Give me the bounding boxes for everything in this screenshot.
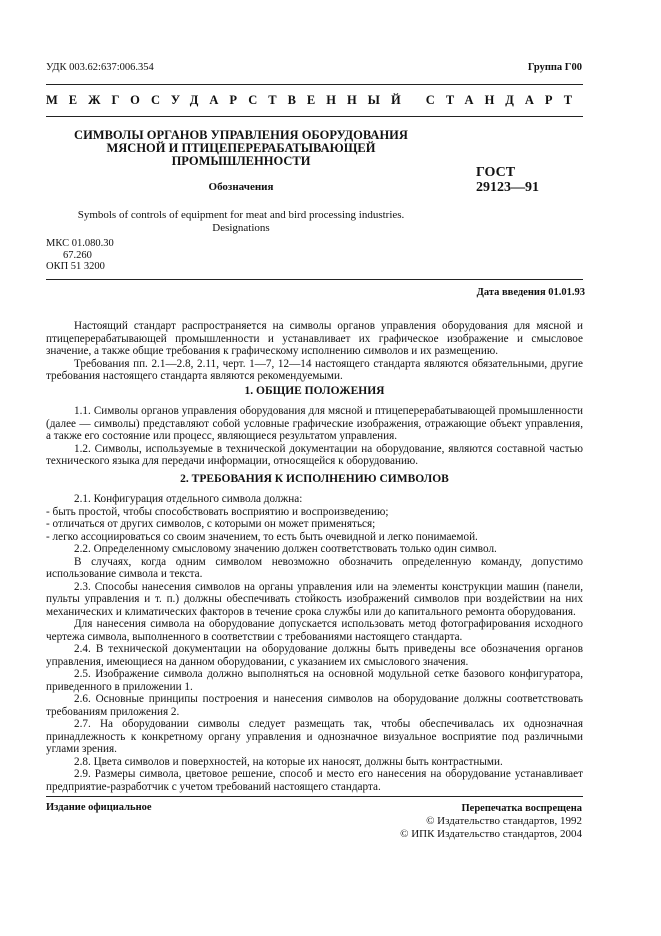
section-paragraph: 2.6. Основные принципы построения и нанесения символов на оборудование должны соответствовать требованиям приложения 2. [46,693,583,718]
section-paragraph: 1.1. Символы органов управления оборудования для мясной и птицеперерабатывающей промышленности (далее — символы) представляют собой условные графические изображения, отражающие объект управления, а также его состояние или процесс, являющиеся результатом управления. [46,405,583,442]
okp-code: ОКП 51 3200 [46,261,105,272]
section-paragraph: 2.9. Размеры символа, цветовое решение, способ и место его нанесения на оборудование устанавливает предприятие-разработчик с учетом требований настоящего стандарта. [46,768,583,793]
document-subtitle: Обозначения [208,181,274,193]
reprint-notice: Перепечатка воспрещена [461,803,582,814]
top-rule [46,84,583,85]
section-2-text [46,493,583,793]
section-paragraph: 2.8. Цвета символов и поверхностей, на которые их наносят, должны быть контрастными. [74,755,503,768]
title-line: СИМВОЛЫ ОРГАНОВ УПРАВЛЕНИЯ ОБОРУДОВАНИЯ [74,128,408,142]
section-paragraph: 2.3. Способы нанесения символов на органы управления или на элементы конструкции машин (панели, пульты управления и т. п.) должны обеспечивать стойкость изображений символов при воздействии на них механических и климатических факторов в течение срока службы или до капитального ремонта оборудования. [46,580,583,618]
introduction-date: Дата введения 01.01.93 [476,287,585,298]
standard-banner: МЕЖГОСУДАРСТВЕННЫЙ СТАНДАРТ [46,93,584,107]
bullet-item: - быть простой, чтобы способствовать восприятию и воспроизведению; [46,505,389,518]
section-paragraph: 2.2. Определенному смысловому значению должен соответствовать только один символ. [74,543,497,555]
section-1-heading: 1. ОБЩИЕ ПОЛОЖЕНИЯ [244,385,385,397]
mks-code-2: 67.260 [63,249,92,261]
bullet-item: - отличаться от других символов, с которыми он может применяться; [46,518,376,530]
intro-paragraph: Настоящий стандарт распространяется на символы органов управления оборудования для мясной и птицеперерабатывающей промышленности и устанавливает их графическое изображение и смысловое значение, а также общие требования к графическому исполнению символов и их размещению. [46,320,583,357]
group-code: Группа Г00 [527,62,582,73]
classification-codes [46,238,114,273]
mks-code: МКС 01.080.30 [46,238,114,249]
copyright-line: © ИПК Издательство стандартов, 2004 [400,828,582,840]
section-paragraph: 2.5. Изображение символа должно выполняться на основной модульной сетке базового конфигуратора, приведенного в приложении 1. [46,668,583,693]
section-paragraph: 2.7. На оборудовании символы следует размещать так, чтобы обеспечивалась их однозначная принадлежность к конкретному органу управления и однозначное визуальное восприятие под различными углами зрения. [46,718,583,755]
english-title-line: Symbols of controls of equipment for meat and bird processing industries. [77,209,405,221]
english-title-line: Designations [212,221,270,234]
section-2-heading: 2. ТРЕБОВАНИЯ К ИСПОЛНЕНИЮ СИМВОЛОВ [180,473,449,485]
section-paragraph: 2.1. Конфигурация отдельного символа должна: [74,493,303,505]
title-line: МЯСНОЙ И ПТИЦЕПЕРЕРАБАТЫВАЮЩЕЙ [106,141,376,155]
document-title [46,129,436,168]
section-paragraph: Для нанесения символа на оборудование допускается использовать метод фотографирования исходного чертежа символа, выполненного в соответствии с требованиями настоящего стандарта. [46,618,583,643]
intro-text [46,320,583,383]
title-line: ПРОМЫШЛЕННОСТИ [171,154,311,168]
section-paragraph: В случаях, когда одним символом невозможно обозначить определенную команду, допустимо использование символа и текста. [46,555,583,580]
udk-code: УДК 003.62:637:006.354 [46,62,154,73]
english-title [46,209,436,234]
gost-designation [476,165,539,195]
section-1-text [46,405,583,468]
copyright-line: © Издательство стандартов, 1992 [426,815,582,827]
section-paragraph: 2.4. В технической документации на оборудование должны быть приведены все обозначения органов управления, имеющиеся на данном оборудовании, с указанием их смыслового значения. [46,643,583,668]
intro-paragraph: Требования пп. 2.1—2.8, 2.11, черт. 1—7, 12—14 настоящего стандарта являются обязательными, другие требования настоящего стандарта являются рекомендуемыми. [46,357,583,382]
banner-rule [46,116,583,117]
section-paragraph: 1.2. Символы, используемые в технической документации на оборудование, являются составной частью технического языка для передачи информации, относящейся к оборудованию. [46,442,583,467]
gost-label: ГОСТ [476,165,516,180]
footer-rule [46,796,583,797]
footer-rights [400,802,582,841]
official-edition: Издание официальное [46,802,152,813]
date-rule [46,279,583,280]
gost-number: 29123—91 [476,180,539,195]
bullet-item: - легко ассоциироваться со своим значением, то есть быть очевидной и легко понимаемой. [46,530,478,543]
